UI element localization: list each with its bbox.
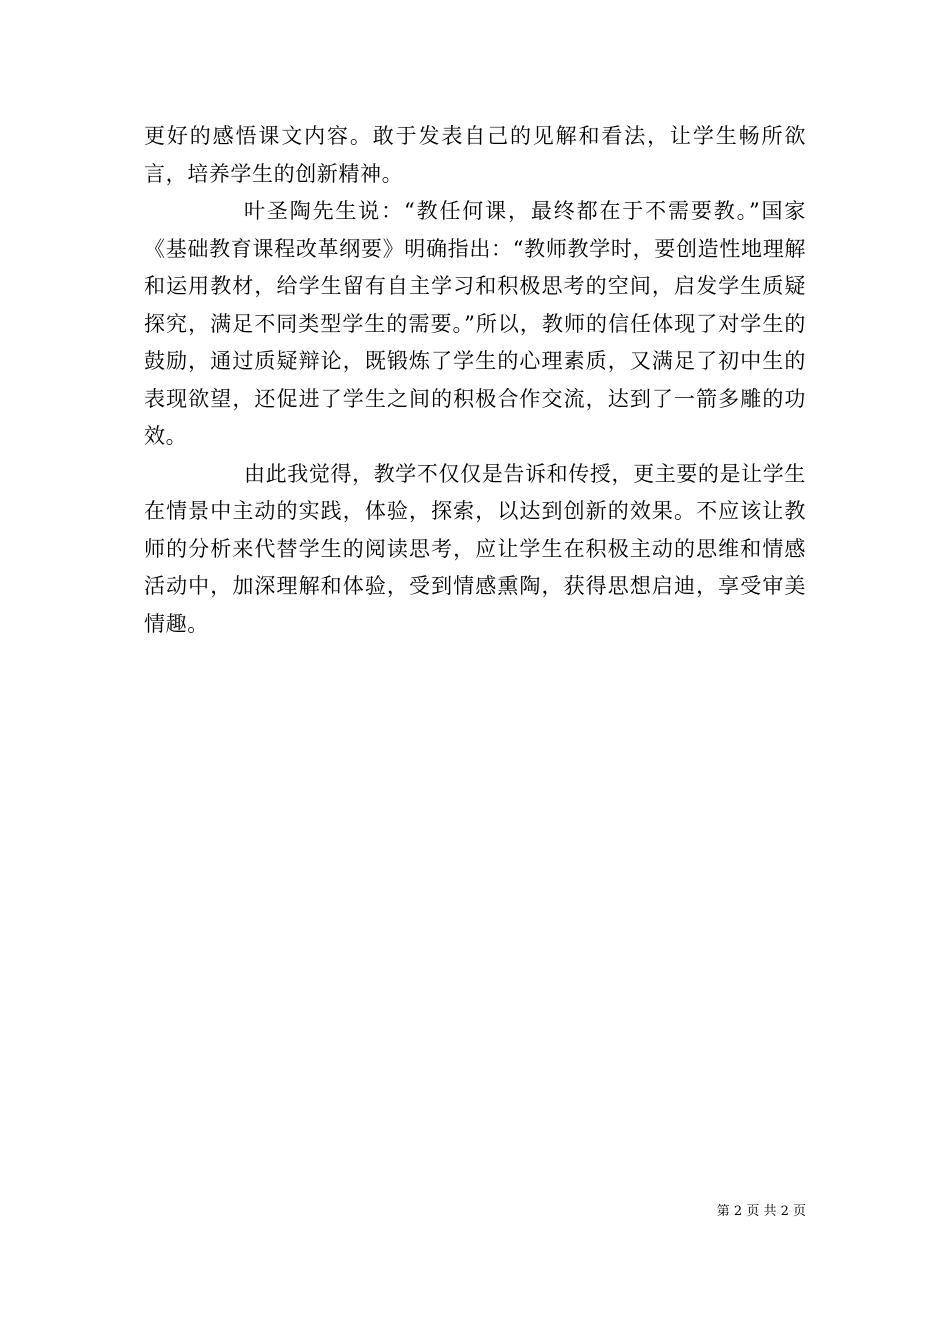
- document-body: [144, 118, 806, 643]
- paragraph-ye-shengtao-quote: 叶圣陶先生说：“教任何课，最终都在于不需要教。”国家《基础教育课程改革纲要》明确指出：“教师教学时，要创造性地理解和运用教材，给学生留有自主学习和积极思考的空间，启发学生质疑探究，满足不同类型学生的需要。”所以，教师的信任体现了对学生的鼓励，通过质疑辩论，既锻炼了学生的心理素质，又满足了初中生的表现欲望，还促进了学生之间的积极合作交流，达到了一箭多雕的功效。: [144, 199, 806, 448]
- paragraph-conclusion: 由此我觉得，教学不仅仅是告诉和传授，更主要的是让学生在情景中主动的实践，体验，探索，以达到创新的效果。不应该让教师的分析来代替学生的阅读思考，应让学生在积极主动的思维和情感活动中，加深理解和体验，受到情感熏陶，获得思想启迪，享受审美情趣。: [144, 461, 806, 636]
- paragraph-continuation: 更好的感悟课文内容。敢于发表自己的见解和看法，让学生畅所欲言，培养学生的创新精神。: [144, 124, 806, 186]
- page-number-footer: 第 2 页 共 2 页: [716, 1204, 806, 1219]
